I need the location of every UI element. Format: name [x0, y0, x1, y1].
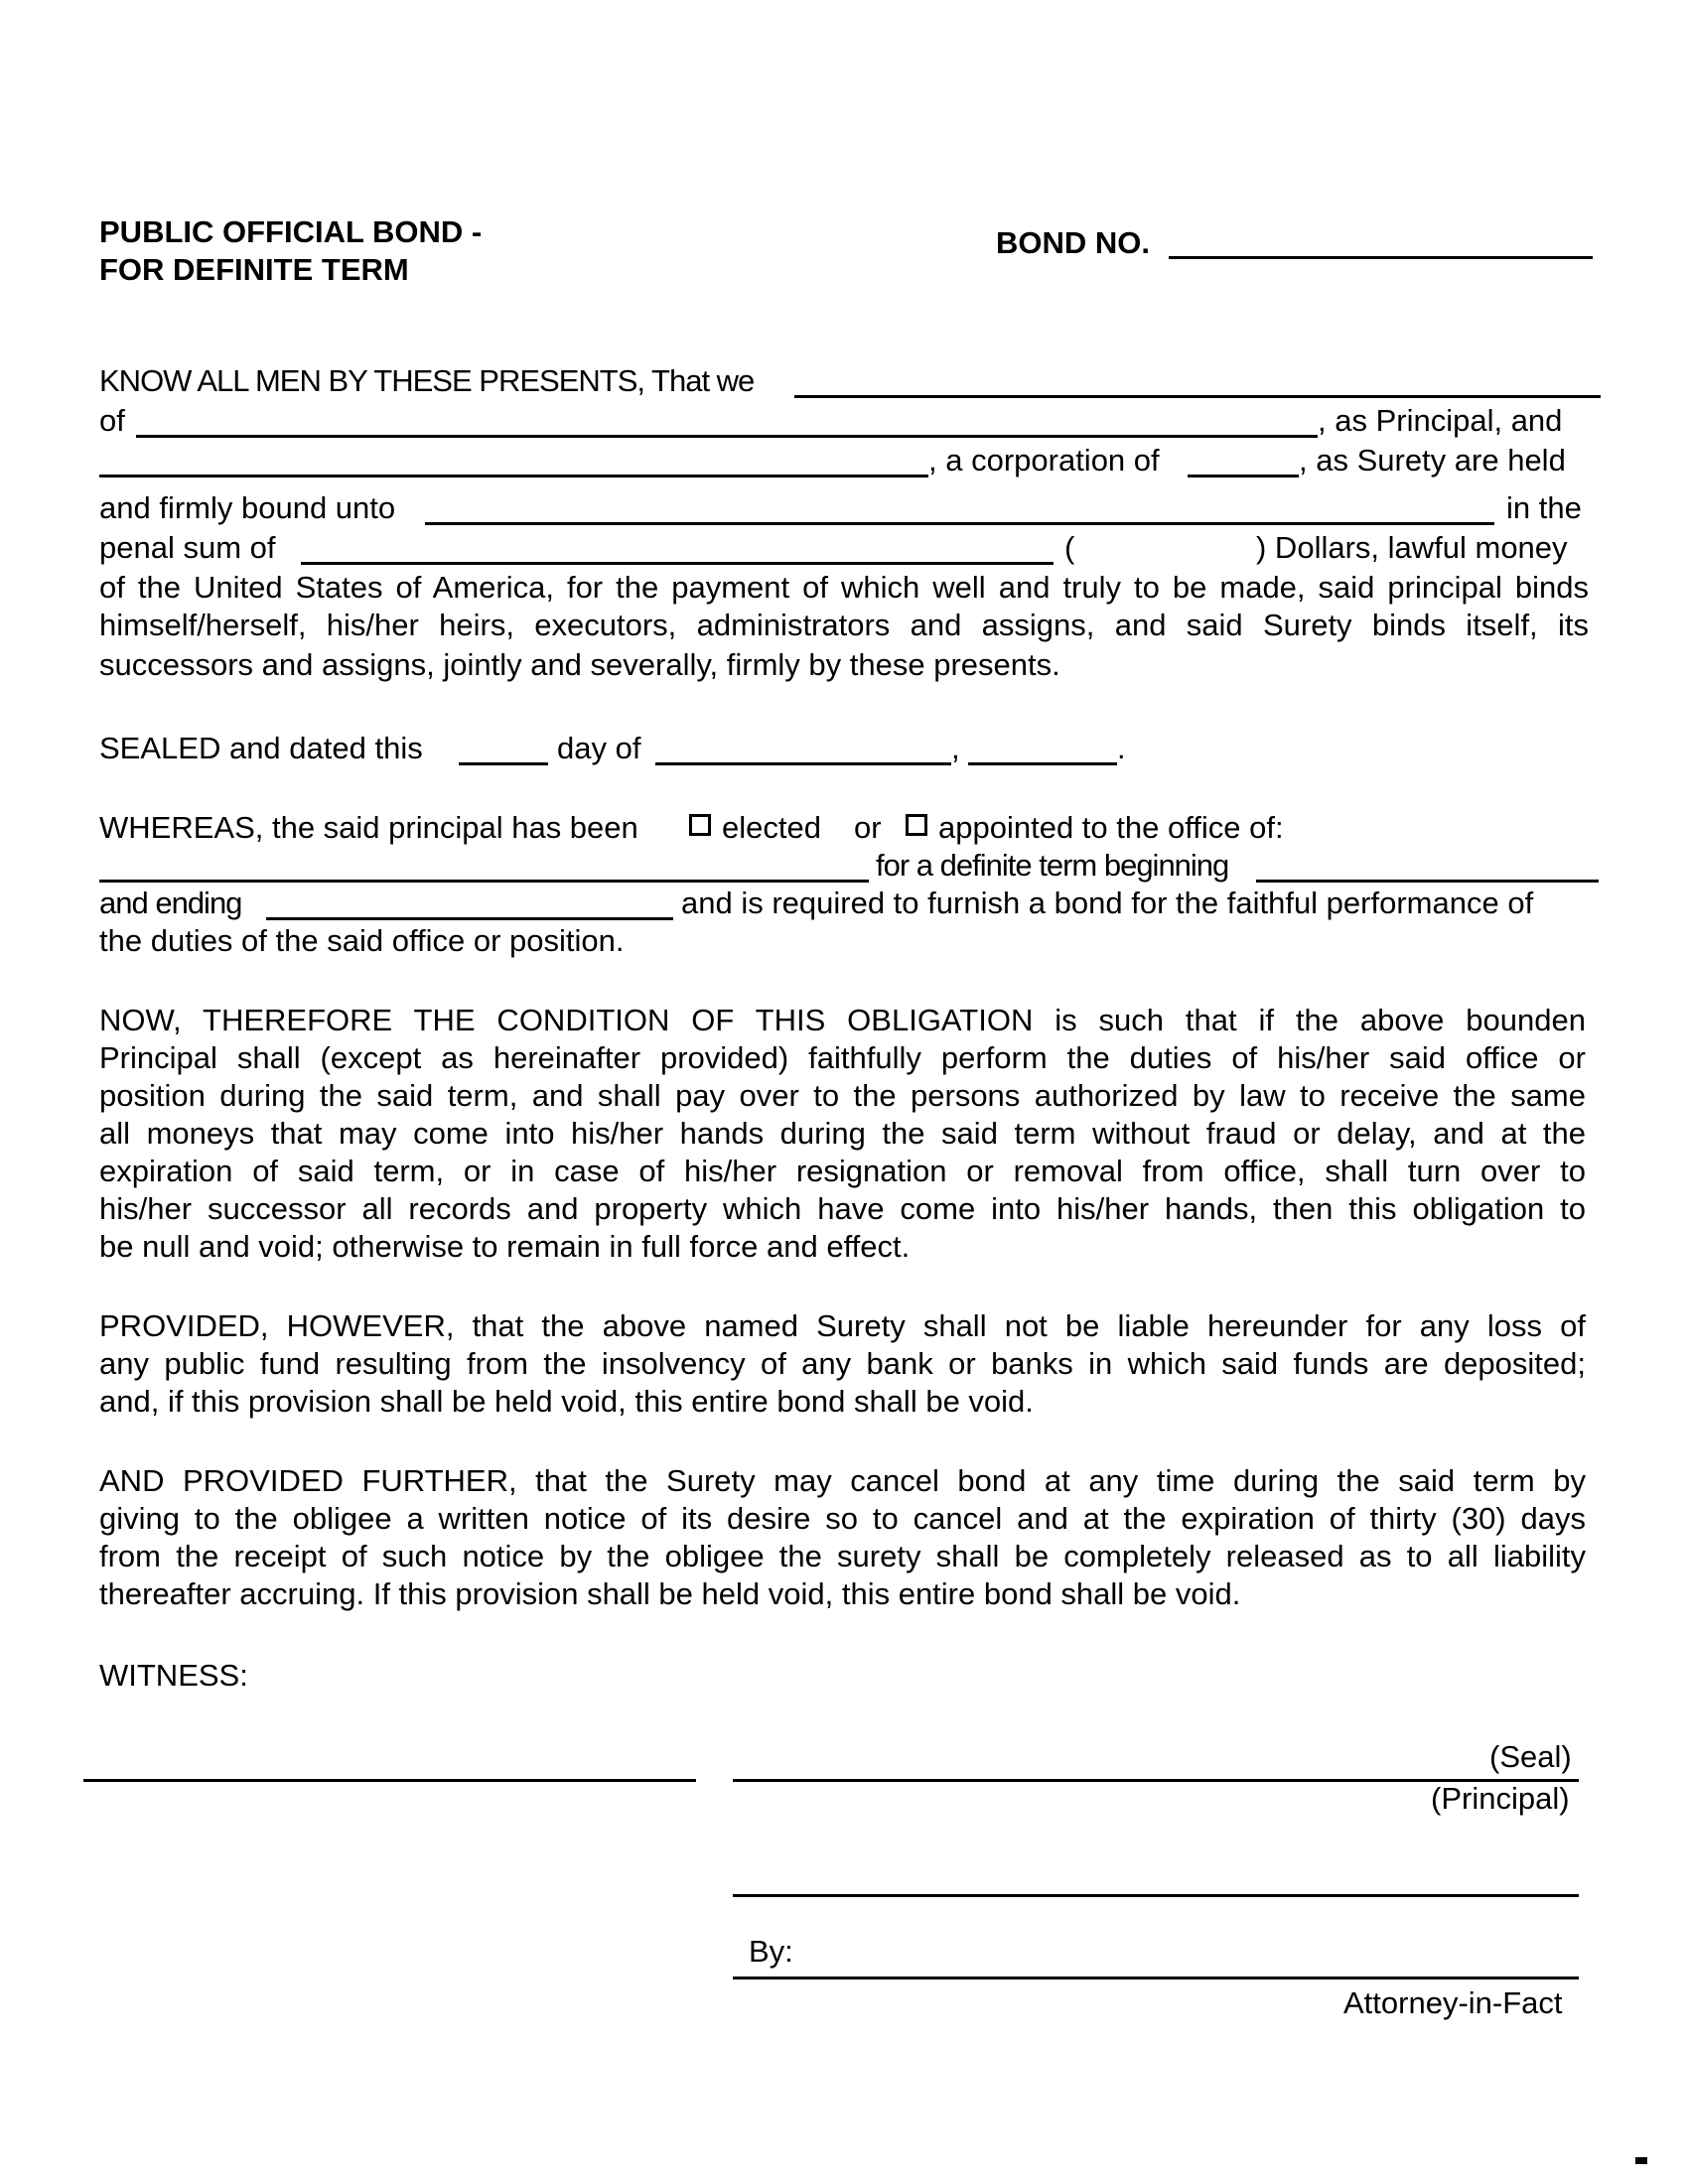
- appointed-checkbox[interactable]: [906, 814, 927, 836]
- witness-signature-line[interactable]: [83, 1749, 696, 1782]
- provided-further-line: from the receipt of such notice by the obligee the surety shall be completely released as to all liability: [99, 1539, 1586, 1573]
- provided-further-line: giving to the obligee a written notice of its desire so to cancel and at the expiration of thirty (30) days: [99, 1501, 1586, 1536]
- principal-address-field[interactable]: [136, 405, 1318, 438]
- provided-however-last-line: and, if this provision shall be held void, this entire bond shall be void.: [99, 1384, 1034, 1419]
- sealed-period: .: [1117, 731, 1126, 765]
- surety-signature-line[interactable]: [733, 1864, 1579, 1897]
- seal-label: (Seal): [1489, 1739, 1572, 1774]
- opening-line1-prefix: KNOW ALL MEN BY THESE PRESENTS, That we: [99, 363, 755, 398]
- sealed-year-field[interactable]: [968, 733, 1117, 765]
- by-label: By:: [749, 1934, 793, 1969]
- condition-line: all moneys that may come into his/her hands during the said term without fraud or delay, and at the: [99, 1116, 1586, 1151]
- opening-line6: of the United States of America, for the payment of which well and truly to be made, said principal binds: [99, 570, 1589, 605]
- whereas-line3-suffix: and is required to furnish a bond for the faithful performance of: [681, 886, 1534, 920]
- sealed-day-field[interactable]: [459, 733, 548, 765]
- attorney-signature-line: [733, 1977, 1579, 1979]
- opening-line4-prefix: and firmly bound unto: [99, 490, 396, 525]
- term-begin-field[interactable]: [1256, 850, 1599, 883]
- opening-line5-suffix: ) Dollars, lawful money: [1256, 530, 1568, 565]
- opening-line2-prefix: of: [99, 403, 125, 438]
- opening-line3-mid: , a corporation of: [928, 443, 1160, 478]
- condition-line: position during the said term, and shall pay over to the persons authorized by law to receive the same: [99, 1078, 1586, 1113]
- document-title-line2: FOR DEFINITE TERM: [99, 252, 409, 287]
- elected-checkbox[interactable]: [689, 814, 711, 836]
- condition-line: Principal shall (except as hereinafter provided) faithfully perform the duties of his/her said office or: [99, 1040, 1586, 1075]
- principal-signature-line[interactable]: [733, 1749, 1579, 1782]
- surety-name-field[interactable]: [99, 445, 928, 478]
- condition-line: his/her successor all records and property which have come into his/her hands, then this obligation to: [99, 1191, 1586, 1226]
- condition-line: NOW, THEREFORE THE CONDITION OF THIS OBLIGATION is such that if the above bounden: [99, 1003, 1586, 1037]
- surety-state-field[interactable]: [1188, 445, 1299, 478]
- whereas-line3-prefix: and ending: [99, 886, 242, 920]
- opening-line4-suffix: in the: [1506, 490, 1582, 525]
- provided-further-last-line: thereafter accruing. If this provision shall be held void, this entire bond shall be void.: [99, 1576, 1241, 1611]
- sealed-prefix: SEALED and dated this: [99, 731, 423, 765]
- provided-further-line: AND PROVIDED FURTHER, that the Surety may cancel bond at any time during the said term by: [99, 1463, 1586, 1498]
- bond-no-label: BOND NO.: [996, 225, 1150, 260]
- principal-label: (Principal): [1431, 1781, 1570, 1816]
- office-field[interactable]: [99, 850, 869, 883]
- attorney-signature-field[interactable]: [794, 1946, 1579, 1976]
- whereas-line2-suffix: for a definite term beginning: [876, 848, 1229, 883]
- witness-label: WITNESS:: [99, 1658, 248, 1693]
- opening-line8: successors and assigns, jointly and severally, firmly by these presents.: [99, 647, 1060, 682]
- whereas-option-appointed: appointed to the office of:: [938, 810, 1284, 845]
- sealed-comma: ,: [951, 731, 960, 765]
- opening-line3-suffix: , as Surety are held: [1299, 443, 1566, 478]
- opening-line5-prefix: penal sum of: [99, 530, 276, 565]
- attorney-in-fact-label: Attorney-in-Fact: [1343, 1985, 1563, 2020]
- penal-sum-figures-field[interactable]: [1082, 532, 1256, 562]
- opening-line2-suffix: , as Principal, and: [1318, 403, 1563, 438]
- sealed-month-field[interactable]: [655, 733, 951, 765]
- whereas-or: or: [854, 810, 882, 845]
- bond-no-field[interactable]: [1169, 226, 1593, 259]
- whereas-line4: the duties of the said office or position.: [99, 923, 625, 958]
- principal-name-field[interactable]: [794, 365, 1601, 398]
- sealed-day-of: day of: [557, 731, 641, 765]
- condition-line: expiration of said term, or in case of his/her resignation or removal from office, shall turn over to: [99, 1154, 1586, 1188]
- opening-line5-paren-open: (: [1064, 530, 1075, 565]
- page-corner-mark: [1635, 2157, 1647, 2164]
- whereas-option-elected: elected: [722, 810, 821, 845]
- opening-line7: himself/herself, his/her heirs, executors, administrators and assigns, and said Surety binds itself, its: [99, 608, 1589, 642]
- provided-however-line: any public fund resulting from the insolvency of any bank or banks in which said funds are deposited;: [99, 1346, 1586, 1381]
- document-title-line1: PUBLIC OFFICIAL BOND -: [99, 214, 483, 249]
- whereas-prefix: WHEREAS, the said principal has been: [99, 810, 638, 845]
- term-end-field[interactable]: [266, 887, 673, 920]
- condition-last-line: be null and void; otherwise to remain in full force and effect.: [99, 1229, 911, 1264]
- penal-sum-words-field[interactable]: [301, 532, 1054, 565]
- provided-however-line: PROVIDED, HOWEVER, that the above named Surety shall not be liable hereunder for any loss of: [99, 1308, 1586, 1343]
- obligee-field[interactable]: [425, 492, 1494, 525]
